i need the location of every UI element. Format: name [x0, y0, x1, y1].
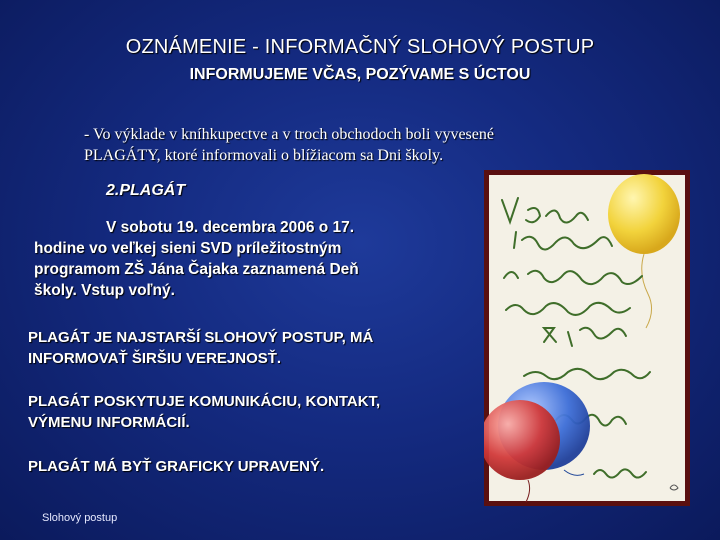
bullet-line: PLAGÁT JE NAJSTARŠÍ SLOHOVÝ POSTUP, MÁ: [28, 329, 374, 346]
plagat-heading: 2.PLAGÁT: [106, 182, 186, 199]
plagat-text: [34, 217, 434, 301]
bullet-line: PLAGÁT MÁ BYŤ GRAFICKY UPRAVENÝ.: [28, 458, 325, 475]
plagat-text-line: V sobotu 19. decembra 2006 o 17.: [106, 219, 355, 236]
bullet-line: VÝMENU INFORMÁCIÍ.: [28, 414, 190, 431]
slide-title: OZNÁMENIE - INFORMAČNÝ SLOHOVÝ POSTUP: [125, 36, 595, 58]
bullet-line: PLAGÁT POSKYTUJE KOMUNIKÁCIU, KONTAKT,: [28, 393, 381, 410]
bullet-point: [28, 391, 458, 433]
plagat-text-line: školy. Vstup voľný.: [34, 282, 175, 299]
plagat-text-line: hodine vo veľkej sieni SVD príležitostným: [34, 240, 342, 257]
poster-image: [484, 170, 690, 506]
intro-paragraph: [84, 124, 604, 166]
slide-subtitle: INFORMUJEME VČAS, POZÝVAME S ÚCTOU: [189, 66, 531, 83]
intro-line: PLAGÁTY, ktoré informovali o blížiacom sa Dni školy.: [84, 147, 444, 164]
plagat-text-line: programom ZŠ Jána Čajaka zaznamená Deň: [34, 261, 359, 278]
bullet-point: [28, 327, 458, 369]
bullet-line: INFORMOVAŤ ŠIRŠIU VEREJNOSŤ.: [28, 350, 282, 367]
footer-label: Slohový postup: [42, 512, 118, 524]
poster-drawing: [484, 170, 690, 506]
intro-line: - Vo výklade v kníhkupectve a v troch obchodoch boli vyvesené: [84, 126, 494, 143]
bullet-point: [28, 456, 458, 477]
